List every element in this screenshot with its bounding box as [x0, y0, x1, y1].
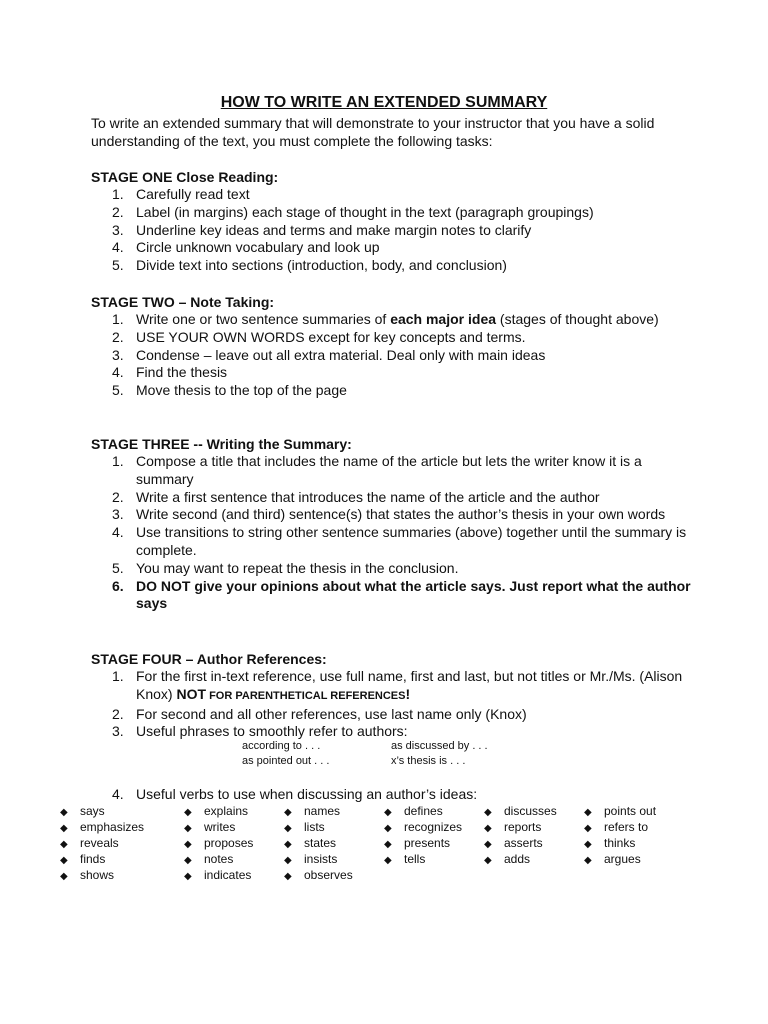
diamond-bullet-icon: ◆: [184, 855, 192, 866]
list-item: 1. For the first in-text reference, use full name, first and last, but not titles or Mr./Ms. (Alison Knox) NOT FOR PARENTHETICAL REFERENCES!: [112, 668, 683, 702]
diamond-bullet-icon: ◆: [184, 871, 192, 882]
verb-item: [60, 820, 144, 834]
verb-label: thinks: [604, 836, 636, 850]
list-item: 3. Underline key ideas and terms and make margin notes to clarify: [112, 221, 532, 238]
verb-item: [584, 836, 635, 850]
verb-item: [284, 820, 325, 834]
stage-three-section: [91, 435, 691, 613]
list-item: 3. Useful phrases to smoothly refer to authors:: [112, 723, 408, 740]
diamond-bullet-icon: ◆: [484, 839, 492, 850]
list-item: 1. Compose a title that includes the name of the article but lets the writer know it is a summary: [112, 453, 642, 487]
verb-item: [584, 820, 648, 834]
intro-paragraph: To write an extended summary that will demonstrate to your instructor that you have a solid understanding of the text, you must complete the following tasks:: [91, 115, 655, 149]
diamond-bullet-icon: ◆: [60, 871, 68, 882]
verb-item: [60, 852, 105, 866]
diamond-bullet-icon: ◆: [284, 839, 292, 850]
list-item: 2. USE YOUR OWN WORDS except for key concepts and terms.: [112, 328, 526, 345]
diamond-bullet-icon: ◆: [484, 807, 492, 818]
list-item: 1. Write one or two sentence summaries of each major idea (stages of thought above): [112, 311, 659, 327]
list-item: 2. Label (in margins) each stage of thought in the text (paragraph groupings): [112, 203, 594, 220]
diamond-bullet-icon: ◆: [384, 807, 392, 818]
diamond-bullet-icon: ◆: [584, 855, 592, 866]
verb-item: [60, 836, 119, 850]
diamond-bullet-icon: ◆: [184, 823, 192, 834]
list-item: 4. Circle unknown vocabulary and look up: [112, 239, 380, 256]
list-item: 4. Use transitions to string other sentence summaries (above) together until the summary is complete.: [112, 524, 687, 558]
list-item: 2. For second and all other references, use last name only (Knox): [112, 705, 527, 722]
stage-four-item-4: [91, 786, 691, 804]
verb-item: [484, 820, 541, 834]
phrase-as-discussed-by: as discussed by . . .: [391, 740, 488, 752]
stage-two-heading: STAGE TWO – Note Taking:: [91, 294, 275, 310]
verb-item: [484, 852, 530, 866]
verb-item: [584, 804, 656, 818]
verb-item: [384, 852, 425, 866]
diamond-bullet-icon: ◆: [584, 839, 592, 850]
verb-item: [60, 868, 114, 882]
verb-label: argues: [604, 852, 641, 866]
stage-three-list: [91, 453, 691, 613]
verb-item: [484, 836, 543, 850]
diamond-bullet-icon: ◆: [284, 871, 292, 882]
diamond-bullet-icon: ◆: [60, 807, 68, 818]
stage-four-section: [91, 650, 691, 741]
diamond-bullet-icon: ◆: [284, 807, 292, 818]
verb-label: asserts: [504, 836, 543, 850]
verb-label: discusses: [504, 804, 557, 818]
verb-item: [584, 852, 641, 866]
list-item: 3. Condense – leave out all extra material. Deal only with main ideas: [112, 346, 546, 363]
diamond-bullet-icon: ◆: [384, 823, 392, 834]
phrase-as-pointed-out: as pointed out . . .: [242, 755, 330, 767]
verb-item: [384, 820, 462, 834]
verb-row: [60, 804, 710, 820]
verb-label: names: [304, 804, 341, 818]
verb-label: reports: [504, 820, 542, 834]
diamond-bullet-icon: ◆: [60, 839, 68, 850]
stage-one-heading: STAGE ONE Close Reading:: [91, 169, 279, 185]
verb-item: [284, 836, 336, 850]
verb-label: indicates: [204, 868, 252, 882]
verb-label: finds: [80, 852, 106, 866]
list-item: 5. Move thesis to the top of the page: [112, 382, 347, 399]
list-item: 3. Write second (and third) sentence(s) that states the author’s thesis in your own words: [112, 506, 666, 523]
verb-label: explains: [204, 804, 249, 818]
verb-label: insists: [304, 852, 338, 866]
verb-item: [384, 804, 443, 818]
diamond-bullet-icon: ◆: [284, 855, 292, 866]
verb-item: [184, 852, 233, 866]
verb-item: [284, 868, 353, 882]
verb-label: adds: [504, 852, 531, 866]
verb-label: points out: [604, 804, 657, 818]
stage-three-heading: STAGE THREE -- Writing the Summary:: [91, 436, 352, 452]
list-item: 1. Carefully read text: [112, 186, 250, 202]
verb-item: [184, 804, 248, 818]
list-item: 5. You may want to repeat the thesis in the conclusion.: [112, 559, 459, 576]
list-item: 6. DO NOT give your opinions about what the article says. Just report what the author says: [112, 577, 691, 612]
verb-label: proposes: [204, 836, 254, 850]
verb-label: reveals: [80, 836, 119, 850]
verb-label: notes: [204, 852, 234, 866]
verb-label: presents: [404, 836, 451, 850]
verb-label: lists: [304, 820, 325, 834]
verb-label: shows: [80, 868, 115, 882]
phrase-thesis-is: x’s thesis is . . .: [391, 755, 466, 767]
verb-label: tells: [404, 852, 426, 866]
page-title: HOW TO WRITE AN EXTENDED SUMMARY: [220, 94, 548, 111]
diamond-bullet-icon: ◆: [184, 807, 192, 818]
verb-item: [184, 836, 253, 850]
diamond-bullet-icon: ◆: [60, 823, 68, 834]
diamond-bullet-icon: ◆: [284, 823, 292, 834]
stage-four-heading: STAGE FOUR – Author References:: [91, 651, 327, 667]
diamond-bullet-icon: ◆: [184, 839, 192, 850]
diamond-bullet-icon: ◆: [584, 823, 592, 834]
verb-row: [60, 868, 710, 884]
verb-row: [60, 836, 710, 852]
verb-label: states: [304, 836, 337, 850]
list-item: 2. Write a first sentence that introduces the name of the article and the author: [112, 488, 600, 505]
verb-item: [284, 852, 337, 866]
verb-label: writes: [204, 820, 236, 834]
verb-row: [60, 852, 710, 868]
diamond-bullet-icon: ◆: [384, 855, 392, 866]
verb-label: recognizes: [404, 820, 463, 834]
verb-row: [60, 820, 710, 836]
list-item: 5. Divide text into sections (introduction, body, and conclusion): [112, 257, 507, 274]
diamond-bullet-icon: ◆: [384, 839, 392, 850]
diamond-bullet-icon: ◆: [60, 855, 68, 866]
verb-item: [484, 804, 557, 818]
stage-one-list: [91, 186, 691, 275]
stage-four-list: [91, 668, 691, 741]
verb-item: [60, 804, 105, 818]
verb-item: [284, 804, 340, 818]
list-item: 4. Find the thesis: [112, 364, 228, 381]
diamond-bullet-icon: ◆: [484, 823, 492, 834]
list-item: 4. Useful verbs to use when discussing an author’s ideas:: [112, 786, 478, 802]
diamond-bullet-icon: ◆: [484, 855, 492, 866]
verb-label: says: [80, 804, 105, 818]
verb-label: observes: [304, 868, 353, 882]
verb-item: [184, 868, 251, 882]
stage-two-section: [91, 293, 691, 400]
diamond-bullet-icon: ◆: [584, 807, 592, 818]
verb-label: refers to: [604, 820, 649, 834]
verb-item: [184, 820, 235, 834]
verb-item: [384, 836, 450, 850]
phrase-according-to: according to . . .: [242, 740, 321, 752]
verb-label: defines: [404, 804, 443, 818]
stage-two-list: [91, 311, 691, 400]
verbs-grid: [60, 804, 710, 884]
verb-label: emphasizes: [80, 820, 145, 834]
stage-one-section: [91, 168, 691, 275]
